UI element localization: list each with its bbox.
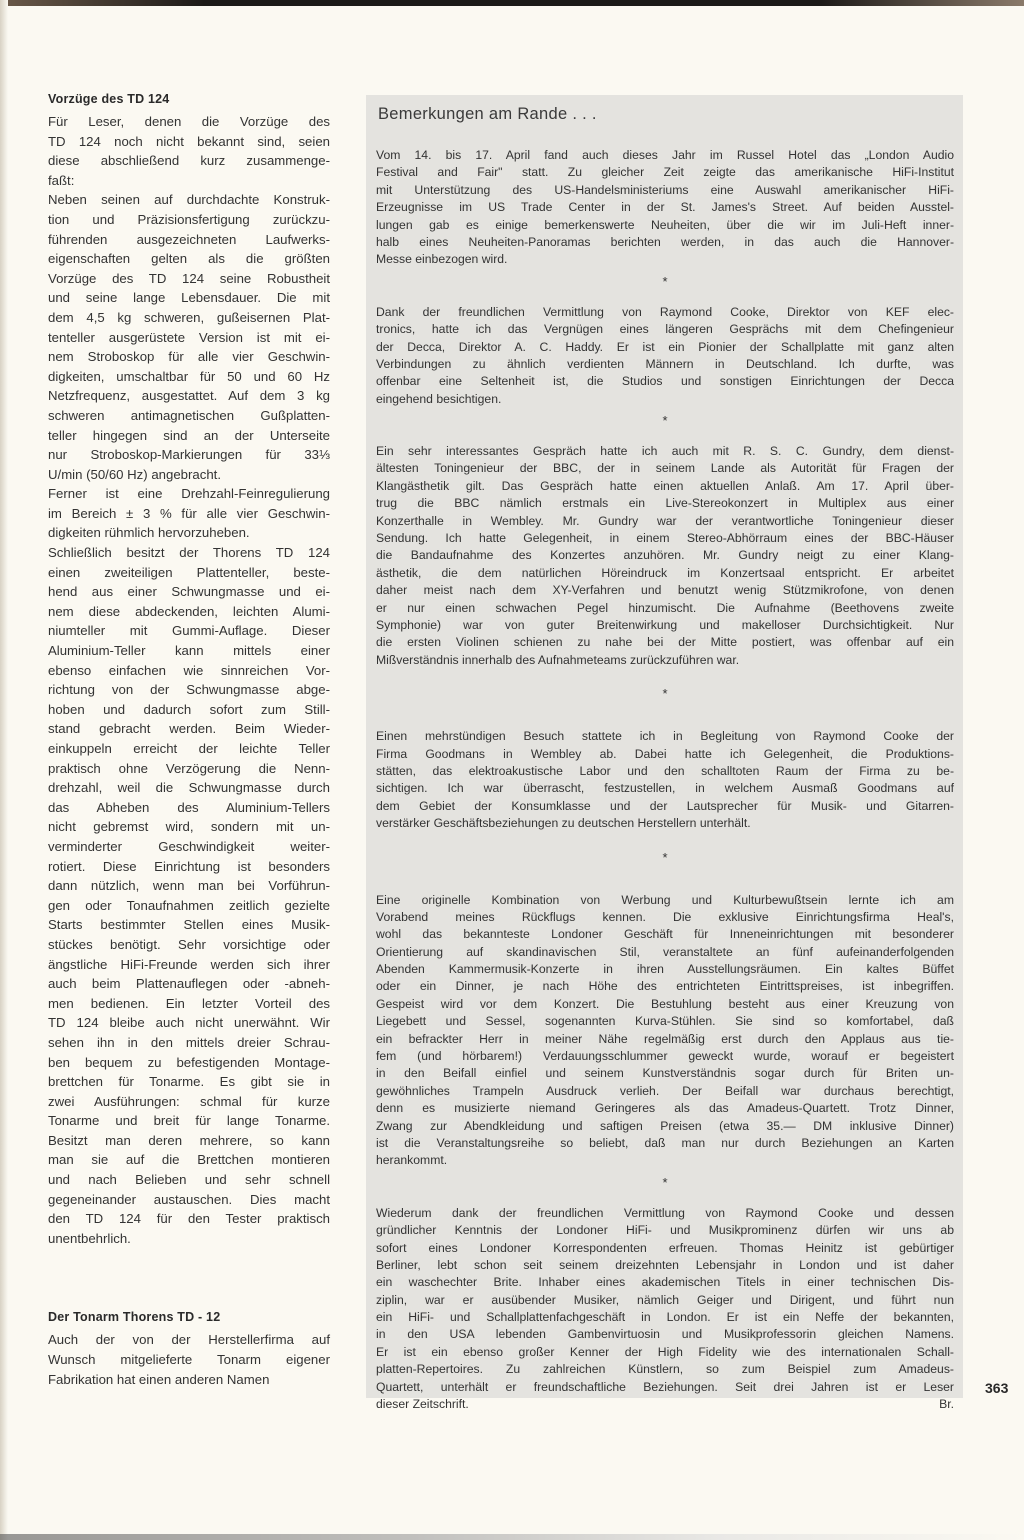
text-line (376, 746, 954, 763)
text-line-content: Messe einbezogen wird. (376, 252, 508, 267)
text-line-content: ein HiFi- und Schallplattenfachgeschäft in London. Er ist ein Neffe der bekannten, (376, 1310, 954, 1325)
text-line-content: eingehend besichtigen. (376, 391, 502, 406)
text-line-content: Ein sehr interessantes Gespräch hatte ich auch mit R. S. C. Gundry, dem dienst- (376, 444, 954, 459)
text-line-content: dieser Zeitschrift. (376, 1397, 469, 1412)
text-line-content: denn es musizierte niemand Geringeres als das Amadeus-Quartett. Trotz Dinner, (376, 1101, 954, 1116)
text-line: hend aus einer Schwungmasse und ei- (48, 584, 330, 600)
text-line-content: Sendung. Ich hatte Gelegenheit, in einem Stereo-Abhörraum eines der BBC-Häuser (376, 531, 954, 546)
text-line-content: Konzerthalle in Wembley. Mr. Gundry war der verantwortliche Toningenieur dieser (376, 513, 954, 528)
text-line: stückes benötigt. Sehr vorsichtige oder (48, 936, 330, 952)
box-paragraph (376, 1205, 954, 1414)
box-paragraph (376, 728, 954, 832)
text-line-content: er nur einen schwachen Pegel hinzumischt. Die Aufnahme (Beethovens zweite (376, 600, 954, 615)
text-line (376, 1083, 954, 1100)
text-line (376, 495, 954, 512)
page-number: 363 (985, 1380, 1009, 1396)
text-line (376, 1205, 954, 1222)
paragraph (48, 112, 330, 190)
text-line-content: Orientierung auf skandinavischen Stil, veranstaltete an fünf aufeinanderfolgenden (376, 944, 954, 959)
text-line-content: Abenden Kammermusik-Konzerte in ihren Ausstellungsräumen. Ein kaltes Büffet (376, 962, 954, 977)
text-line-content: Symphonie) war von guter Breitenwirkung und makelloser Durchsichtigkeit. Nur (376, 617, 954, 632)
text-line: digkeiten rühmlich hervorzuheben. (48, 525, 250, 541)
text-line: und nach Belieben und sehr schnell (48, 1172, 330, 1188)
text-line: dem 4,5 kg schweren, gußeisernen Plat- (48, 309, 330, 325)
text-line-content: sichtigen. Ich war überrascht, festzustellen, in welchem Ausmaß Goodmans auf (376, 781, 954, 796)
text-line: ängstliche HiFi-Freunde werden sich ihrer (48, 956, 330, 972)
text-line: hoben und dadurch sofort zum Still- (48, 701, 330, 717)
text-line-content: ältesten Toningenieur der BBC, der in seinem Lande als Autorität für Fragen der (376, 461, 954, 476)
text-line: einen zweiteiligen Plattenteller, beste- (48, 564, 330, 580)
text-line (376, 582, 954, 599)
text-line (376, 780, 954, 797)
text-line-content: ziplin, war er ausübender Musiker, nämlich Geiger und Dirigent, und führt nun (376, 1292, 954, 1307)
text-line: ben bequem zu befestigenden Montage- (48, 1054, 330, 1070)
text-line-content: daher meist nach dem XY-Verfahren und benutzt wenig Stützmikrofone, von denen (376, 583, 954, 598)
section-separator-star: * (662, 1174, 668, 1190)
text-line: Starts bestimmter Stellen eines Musik- (48, 917, 330, 933)
text-line: Besitzt man deren mehrere, so kann (48, 1132, 330, 1148)
text-line: den TD 124 für den Tester praktisch (48, 1211, 330, 1227)
text-line-content: Dank der freundlichen Vermittlung von Raymond Cooke, Direktor von KEF elec- (376, 304, 954, 319)
text-line: drehzahl, weil die Schwungmasse durch (48, 780, 330, 796)
text-line: das Abheben des Aluminium-Tellers (48, 799, 330, 815)
text-line-content: platten-Repertoires. Zu zahlreichen Künstlern, so zum Beispiel zum Amadeus- (376, 1362, 954, 1377)
sidebar-box (366, 95, 963, 1412)
text-line-content: Verbindungen zu ähnlich verdienten Männern in Deutschland. Ich durfte, was (376, 356, 954, 371)
text-line: Neben seinen auf durchdachte Konstruk- (48, 192, 330, 208)
text-line: Netzfrequenz, ausgestattet. Auf dem 3 kg (48, 388, 330, 404)
text-line: gegeneinander austauschen. Dies macht (48, 1191, 330, 1207)
text-line (376, 234, 954, 251)
text-line (376, 1309, 954, 1326)
text-line: rotiert. Diese Einrichtung ist besonders (48, 858, 330, 874)
text-line (376, 634, 954, 651)
text-line (376, 321, 954, 338)
section-separator-star: * (662, 273, 668, 289)
text-line (376, 304, 954, 321)
text-line (376, 652, 954, 669)
text-line (376, 530, 954, 547)
paragraph (48, 1330, 330, 1389)
text-line: U/min (50/60 Hz) angebracht. (48, 466, 221, 482)
text-line (376, 1361, 954, 1378)
text-line (376, 565, 954, 582)
text-line (376, 356, 954, 373)
text-line-content: dem Gebiet der Konsumklasse und der Lautsprecher für Musik- und Gitarren- (376, 798, 954, 813)
text-line: Aluminium-Teller kann mittels einer (48, 643, 330, 659)
text-line-content: gewöhnliches Trampeln Ausdruck verlieh. Der Beifall war durchaus berechtigt, (376, 1083, 954, 1098)
text-line-content: Gespeist wird vor dem Konzert. Die Bestuhlung besteht aus einer Kreuzung von (376, 996, 954, 1011)
section-heading-vorzuege: Vorzüge des TD 124 (48, 92, 170, 106)
text-line-content: halb eines Neuheiten-Panoramas berichten werden, in das auch die Hannover- (376, 234, 954, 249)
text-line (376, 1222, 954, 1239)
text-line-content: verstärker Geschäftsbeziehungen zu deutschen Herstellern unterhält. (376, 816, 751, 831)
text-line: zwei Ausführungen: schmal für kurze (48, 1093, 330, 1109)
text-line (376, 1326, 954, 1343)
text-line: nicht gebremst wird, sondern mit un- (48, 819, 330, 835)
text-line (376, 391, 954, 408)
section-body-tonarm (48, 1330, 330, 1389)
text-line (376, 217, 954, 234)
text-line-content: tronics, hatte ich das Vergnügen eines längeren Gesprächs mit dem Chefingenieur (376, 322, 954, 337)
section-separator-star: * (662, 849, 668, 865)
text-line (376, 909, 954, 926)
text-line (376, 1274, 954, 1291)
text-line-content: Erzeugnisse im US Trade Center in der St. James's Street. Auf beiden Ausstel- (376, 200, 954, 215)
text-line: dann nützlich, wenn man bei Vorführun- (48, 878, 330, 894)
text-line-content: ein waschechter Brite. Inhaber eines akademischen Titels in einer technischen Dis- (376, 1275, 954, 1290)
text-line (376, 1013, 954, 1030)
text-line-content: Vorabend meines Rückflugs kennen. Die exklusive Einrichtungsfirma Heal's, (376, 909, 954, 924)
text-line-content: Klangästhetik gilt. Das Gespräch hatte einen aktuellen Anlaß. Am 17. April über- (376, 478, 954, 493)
text-line: nur Stroboskop-Markierungen für 33⅓ (48, 447, 330, 463)
text-line (376, 617, 954, 634)
text-line: praktisch ohne Verzögerung die Nenn- (48, 760, 330, 776)
text-line (376, 1135, 954, 1152)
text-line: richtung von der Schwungmasse abge- (48, 682, 330, 698)
text-line: verminderter Geschwindigkeit weiter- (48, 838, 330, 854)
text-line: unentbehrlich. (48, 1230, 131, 1246)
text-line (376, 547, 954, 564)
text-line: TD 124 bleibe auch nicht unerwähnt. Wir (48, 1015, 330, 1031)
paragraph (48, 484, 330, 543)
text-line (376, 978, 954, 995)
text-line: digkeiten, umschaltbar für 50 und 60 Hz (48, 368, 330, 384)
text-line (376, 944, 954, 961)
text-line (376, 460, 954, 477)
text-line (376, 1065, 954, 1082)
text-line (376, 478, 954, 495)
text-line (376, 1240, 954, 1257)
text-line-content: mit Unterstützung des US-Handelsministeriums eine Auswahl amerikanischer HiFi- (376, 182, 954, 197)
text-line-content: in den Beifall einfiel und seinem Kunstverständnis sogar durch für Briten un- (376, 1066, 954, 1081)
text-line (376, 164, 954, 181)
text-line (376, 763, 954, 780)
text-line (376, 199, 954, 216)
text-line-content: offenbar eine Seltenheit ist, die Studios und sonstigen Einrichtungen der Decca (376, 374, 954, 389)
text-line-content: herankommt. (376, 1153, 448, 1168)
text-line: man sie auf die Brettchen montieren (48, 1152, 330, 1168)
text-line-content: Quartett, unterhält er freundschaftliche Beziehungen. Seit drei Jahren ist er Leser (376, 1379, 954, 1394)
section-separator-star: * (662, 686, 668, 702)
text-line: Fabrikation hat einen anderen Namen (48, 1371, 270, 1387)
text-line: Tonarme und breit für lange Tonarme. (48, 1113, 330, 1129)
binding-shadow (0, 0, 8, 1540)
text-line (376, 1100, 954, 1117)
text-line: teller hingegen sind an der Unterseite (48, 427, 330, 443)
text-line-content: die ersten Violinen schienen zu nahe bei der Mitte postiert, was offenbar auf ein (376, 635, 954, 650)
text-line (376, 513, 954, 530)
text-line: einkuppeln erreicht der leichte Teller (48, 741, 330, 756)
text-line (376, 798, 954, 815)
text-line: tion und Präzisionsfertigung zurückzu- (48, 211, 330, 227)
section-body-vorzuege (48, 112, 330, 1248)
text-line: im Bereich ± 3 % für alle vier Geschwin- (48, 505, 330, 521)
section-heading-tonarm: Der Tonarm Thorens TD - 12 (48, 1310, 221, 1325)
text-line-content: Firma Goodmans in Wembley ab. Dabei hatte ich Gelegenheit, die Produktions- (376, 746, 954, 761)
text-line-content: stätten, das elektroakustische Labor und den schalltoten Raum der Firma zu be- (376, 763, 954, 778)
text-line-content: ein befrackter Herr in meiner Nähe regelmäßig erst durch den Applaus aus tie- (376, 1031, 954, 1046)
text-line: niumteller mit Gummi-Auflage. Dieser (48, 623, 330, 639)
text-line-content: Festival and Fair" statt. Zu gleicher Zeit zeigte das amerikanische HiFi-Institut (376, 165, 954, 180)
text-line (376, 961, 954, 978)
text-line: men bedienen. Ein letzter Vorteil des (48, 995, 330, 1011)
box-paragraph (376, 147, 954, 269)
text-line-content: ist die Veranstaltungsreihe so beliebt, daß man nur durch Beziehungen an Karten (376, 1135, 954, 1150)
text-line: Auch der von der Herstellerfirma auf (48, 1332, 330, 1348)
text-line (376, 147, 954, 164)
text-line (376, 1118, 954, 1135)
text-line (376, 815, 954, 832)
page-top-edge (0, 0, 1024, 6)
text-line-content: Vom 14. bis 17. April fand auch dieses Jahr im Russel Hotel das „London Audio (376, 148, 954, 162)
text-line (376, 1257, 954, 1274)
paragraph (48, 543, 330, 1248)
text-line-content: ästhetik, die dem natürlichen Höreindruck im Konzertsaal entspricht. Er arbeitet (376, 565, 954, 580)
left-column (48, 92, 330, 1389)
sidebar-box-body (376, 147, 954, 1413)
text-line-content: sofort eines Londoner Korrespondenten erfreuen. Thomas Heinitz ist gebürtiger (376, 1240, 954, 1255)
text-line (376, 1048, 954, 1065)
text-line (376, 996, 954, 1013)
text-line: auch beim Plattenauflegen oder -abneh- (48, 976, 330, 992)
text-line-content: Berliner, lebt schon seit seinem dreizehnten Lebensjahr in London und ist daher (376, 1257, 954, 1272)
text-line: Wunsch mitgelieferte Tonarm eigener (48, 1352, 330, 1368)
text-line-content: gründlicher Kenntnis der Londoner HiFi- und Musikprominenz dürfen wir uns ab (376, 1223, 954, 1238)
text-line: ebenso einfachen wie sinnreichen Vor- (48, 662, 330, 678)
text-line (376, 373, 954, 390)
text-line (376, 728, 954, 745)
text-line-content: Eine originelle Kombination von Werbung und Kulturbewußtsein lernte ich am (376, 892, 954, 907)
text-line: sehen ihn in den mittels dreier Schrau- (48, 1034, 330, 1050)
text-line: tenteller ausgerüstete Version ist mit ei- (48, 329, 330, 345)
text-line (376, 1396, 954, 1413)
box-paragraph (376, 304, 954, 408)
text-line-content: Liegebett und Sessel, sogenannten Kurva-Stühlen. Sie sind so komfortabel, daß (376, 1014, 954, 1029)
text-line: diese abschließend kurz zusammenge- (48, 153, 330, 169)
text-line: nem Stroboskop für alle vier Geschwin- (48, 349, 330, 365)
text-line-content: fem (und hörbarem!) Verdauungsschlummer geweckt wurde, worauf er begeistert (376, 1049, 954, 1064)
text-line-content: in den USA lebenden Gambenvirtuosin und Musikprofessorin gleichen Namens. (376, 1327, 954, 1342)
text-line-content: Wiederum dank der freundlichen Vermittlung von Raymond Cooke und dessen (376, 1205, 954, 1220)
text-line (376, 1152, 954, 1169)
text-line: und seine lange Lebensdauer. Die mit (48, 290, 330, 306)
text-line-content: trug die BBC nämlich erstmals ein Live-Stereokonzert in Multiplex aus einer (376, 496, 954, 511)
text-line: gen oder Tonaufnahmen zeitlich gezielte (48, 897, 330, 913)
text-line-content: Zwang zur Abendkleidung und saftigen Preisen (etwa 35.— DM inklusive Dinner) (376, 1118, 954, 1133)
text-line (376, 1344, 954, 1361)
text-line-content: der Decca, Direktor A. C. Haddy. Er ist ein Pionier der Schallplatte mit ganz alten (376, 339, 954, 354)
text-line (376, 443, 954, 460)
text-line: Ferner ist eine Drehzahl-Feinregulierung (48, 486, 330, 502)
text-line (376, 892, 954, 909)
text-line (376, 1031, 954, 1048)
text-line: brettchen für Tonarme. Es gibt sie in (48, 1074, 330, 1090)
text-line-content: lungen gab es einige bemerkenswerte Neuheiten, über die wir im Juli-Heft inner- (376, 217, 954, 232)
text-line (376, 251, 954, 268)
section-separator-star: * (662, 413, 668, 429)
text-line: führenden ausgezeichneten Laufwerks- (48, 231, 330, 247)
text-line: eigenschaften gelten als die größten (48, 251, 330, 267)
text-line (376, 926, 954, 943)
box-paragraph (376, 443, 954, 669)
text-line (376, 600, 954, 617)
text-line-content: die Bandaufnahme des Konzertes anzuhören. Mr. Gundry neigt zu einer Klang- (376, 548, 954, 563)
text-line (376, 339, 954, 356)
text-line: schweren antimagnetischen Gußplatten- (48, 407, 330, 423)
author-signature: Br. (939, 1397, 954, 1412)
text-line: nem diese abdeckenden, leichten Alumi- (48, 603, 330, 619)
text-line: stand gebracht werden. Beim Wieder- (48, 721, 330, 737)
text-line (376, 1292, 954, 1309)
paragraph (48, 190, 330, 484)
text-line (376, 182, 954, 199)
text-line-content: Einen mehrstündigen Besuch stattete ich in Begleitung von Raymond Cooke der (376, 729, 954, 744)
text-line-content: Mißverständnis innerhalb des Aufnahmeteams zurückzuführen war. (376, 652, 740, 667)
text-line-content: wohl das bekannteste Londoner Geschäft für Inneneinrichtungen mit besonderer (376, 927, 954, 942)
text-line (376, 1379, 954, 1396)
text-line-content: oder ein Dinner, je nach Höhe des entrichteten Eintrittspreises, ist inbegriffen. (376, 979, 954, 994)
text-line: faßt: (48, 172, 75, 188)
page-bottom-edge (0, 1534, 1024, 1540)
text-line: Für Leser, denen die Vorzüge des (48, 114, 330, 129)
sidebar-box-title: Bemerkungen am Rande . . . (378, 105, 597, 123)
text-line: Vorzüge des TD 124 seine Robustheit (48, 270, 330, 286)
text-line: Schließlich besitzt der Thorens TD 124 (48, 545, 330, 561)
text-line: TD 124 noch nicht bekannt sind, seien (48, 133, 330, 149)
box-paragraph (376, 892, 954, 1170)
text-line-content: Er ist ein ebenso großer Kenner der High Fidelity wie des internationalen Schall- (376, 1344, 954, 1359)
